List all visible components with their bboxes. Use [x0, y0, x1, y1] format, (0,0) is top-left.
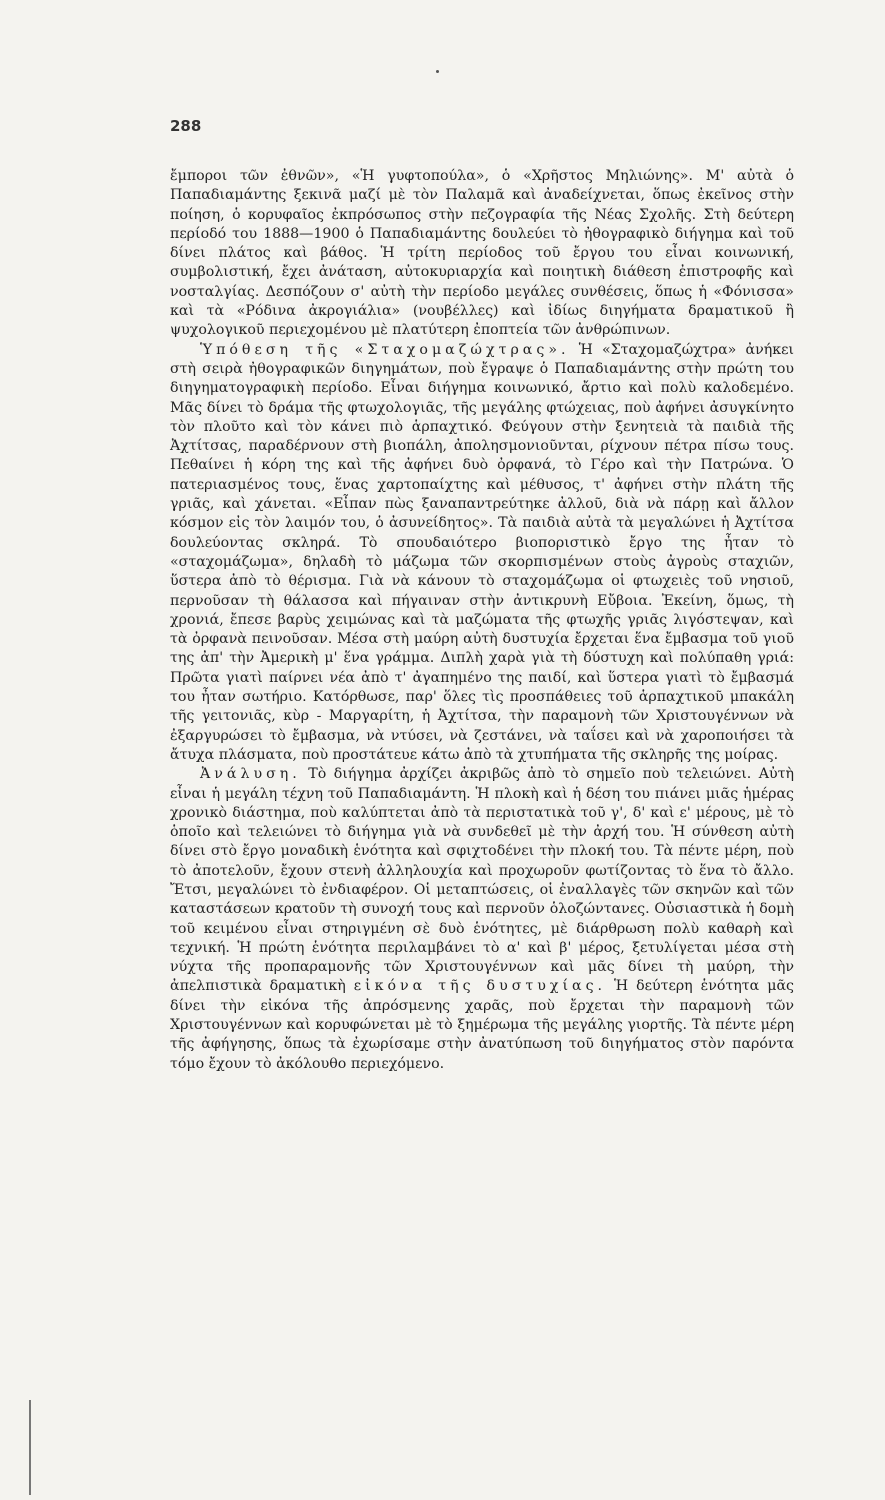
page-number: 288 [170, 117, 202, 135]
paragraph-3 [170, 765, 794, 1074]
spaced-heading-text: Ὑπόθεση τῆς «Σταχομαζώχτρας». [200, 341, 570, 358]
paragraph-text: Ἡ δεύτερη ἑνότητα μᾶς δίνει τὴν εἰκόνα τῆς ἀπρόσμενης χαρᾶς, ποὺ ἔρχεται τὴν παραμονὴ τῶν Χριστουγέννων καὶ κορυφώνεται μὲ τὸ ξημέρωμα τῆς μεγάλης γιορτῆς. Τὰ πέντε μέρη τῆς ἀφήγησης, ὅπως τὰ ἐχωρίσαμε στὴν ἀνατύπωση τοῦ διηγήματος στὸν παρόντα τόμο ἔχουν τὸ ἀκόλουθο περιεχόμενο. [170, 978, 794, 1072]
paragraph-2 [170, 341, 794, 766]
margin-line [29, 1400, 31, 1495]
paragraph-1 [170, 167, 794, 341]
paragraph-text: ἔμποροι τῶν ἐθνῶν», «Ἡ γυφτοπούλα», ὁ «Χρῆστος Μηλιώνης». Μ' αὐτὰ ὁ Παπαδιαμάντης ξεκινᾶ μαζί μὲ τὸν Παλαμᾶ καὶ ἀναδείχνεται, ὅπως ἐκεῖνος στὴν ποίηση, ὁ κορυφαῖος ἐκπρόσωπος στὴν πεζογραφία τῆς Νέας Σχολῆς. Στὴ δεύτερη περίοδό του 1888—1900 ὁ Παπαδιαμάντης δουλεύει τὸ ἠθογραφικὸ διήγημα καὶ τοῦ δίνει πλάτος καὶ βάθος. Ἡ τρίτη περίοδος τοῦ ἔργου του εἶναι κοινωνική, συμβολιστική, ἔχει ἀνάταση, αὐτοκυριαρχία καὶ ποιητικὴ διάθεση ἐπιστροφῆς καὶ νοσταλγίας. Δεσπόζουν σ' αὐτὴ τὴν περίοδο μεγάλες συνθέσεις, ὅπως ἡ «Φόνισσα» καὶ τὰ «Ρόδινα ἀκρογιάλια» (νουβέλλες) καὶ ἰδίως διηγήματα δραματικοῦ ἢ ψυχολογικοῦ περιεχομένου μὲ πλατύτερη ἐποπτεία τῶν ἀνθρώπινων. [170, 168, 794, 339]
body-text [170, 167, 794, 1074]
spaced-heading-text: εἰκόνα τῆς δυστυχίας. [353, 978, 607, 995]
scan-speck [436, 70, 439, 73]
paragraph-text: Ἡ «Σταχομαζώχτρα» ἀνήκει στὴ σειρὰ ἠθογραφικῶν διηγημάτων, ποὺ ἔγραψε ὁ Παπαδιαμάντης στὴν πρώτη του διηγηματογραφικὴ περίοδο. Εἶναι διήγημα κοινωνικό, ἄρτιο καὶ πολὺ καλοδεμένο. Μᾶς δίνει τὸ δράμα τῆς φτωχολογιᾶς, τῆς μεγάλης φτώχειας, ποὺ ἀφήνει ἀσυγκίνητο τὸν πλοῦτο καὶ τὸν κάνει πιὸ ἁρπαχτικό. Φεύγουν στὴν ξενητειὰ τὰ παιδιὰ τῆς Ἀχτίτσας, παραδέρνουν στὴ βιοπάλη, ἀπολησμονιοῦνται, ρίχνουν πέτρα πίσω τους. Πεθαίνει ἡ κόρη της καὶ τῆς ἀφήνει δυὸ ὀρφανά, τὸ Γέρο καὶ τὴν Πατρώνα. Ὁ πατεριασμένος τους, ἕνας χαρτοπαίχτης καὶ μέθυσος, τ' ἀφήνει στὴν πλάτη τῆς γριᾶς, καὶ χάνεται. «Εἶπαν πὼς ξαναπαντρεύτηκε ἀλλοῦ, διὰ νὰ πάρῃ καὶ ἄλλον κόσμον εἰς τὸν λαιμόν του, ὁ ἀσυνείδητος». Τὰ παιδιὰ αὐτὰ τὰ μεγαλώνει ἡ Ἀχτίτσα δουλεύοντας σκληρά. Τὸ σπουδαιότερο βιοποριστικὸ ἔργο της ἦταν τὸ «σταχομάζωμα», δηλαδὴ τὸ μάζωμα τῶν σκορπισμένων στοὺς ἀγροὺς σταχιῶν, ὕστερα ἀπὸ τὸ θέρισμα. Γιὰ νὰ κάνουν τὸ σταχομάζωμα οἱ φτωχειὲς τοῦ νησιοῦ, περνοῦσαν τὴ θάλασσα καὶ πήγαιναν στὴν ἀντικρυνὴ Εὔβοια. Ἐκείνη, ὅμως, τὴ χρονιά, ἔπεσε βαρὺς χειμώνας καὶ τὰ μαζώματα τῆς φτωχῆς γριᾶς λιγόστεψαν, καὶ τὰ ὀρφανὰ πεινοῦσαν. Μέσα στὴ μαύρη αὐτὴ δυστυχία ἔρχεται ἕνα ἔμβασμα τοῦ γιοῦ της ἀπ' τὴν Ἀμερικὴ μ' ἕνα γράμμα. Διπλὴ χαρὰ γιὰ τὴ δύστυχη καὶ πολύπαθη γριά: Πρῶτα γιατὶ παίρνει νέα ἀπὸ τ' ἀγαπημένο της παιδί, καὶ ὕστερα γιατὶ τὸ ἔμβασμά του ἦταν σωτήριο. Κατόρθωσε, παρ' ὅλες τὶς προσπάθειες τοῦ ἁρπαχτικοῦ μπακάλη τῆς γειτονιᾶς, κὺρ - Μαργαρίτη, ἡ Ἀχτίτσα, τὴν παραμονὴ τῶν Χριστουγέννων νὰ ἐξαργυρώσει τὸ ἔμβασμα, νὰ ντύσει, νὰ ζεστάνει, νὰ ταΐσει καὶ νὰ χαροποιήσει τὰ ἄτυχα πλάσματα, ποὺ προστάτευε κάτω ἀπὸ τὰ χτυπήματα τῆς σκληρῆς της μοίρας. [170, 341, 794, 763]
spaced-heading-text: Ἀνάλυση. [200, 766, 301, 783]
paragraph-text: Τὸ διήγημα ἀρχίζει ἀκριβῶς ἀπὸ τὸ σημεῖο ποὺ τελειώνει. Αὐτὴ εἶναι ἡ μεγάλη τέχνη τοῦ Παπαδιαμάντη. Ἡ πλοκὴ καὶ ἡ δέση του πιάνει μιᾶς ἡμέρας χρονικὸ διάστημα, ποὺ καλύπτεται ἀπὸ τὰ περιστατικὰ τοῦ γ', δ' καὶ ε' μέρους, μὲ τὸ ὁποῖο καὶ τελειώνει τὸ διήγημα γιὰ νὰ συνδεθεῖ μὲ τὴν ἀρχή του. Ἡ σύνθεση αὐτὴ δίνει στὸ ἔργο μοναδικὴ ἑνότητα καὶ σφιχτοδένει τὴν πλοκή του. Τὰ πέντε μέρη, ποὺ τὸ ἀποτελοῦν, ἔχουν στενὴ ἀλληλουχία καὶ προχωροῦν φωτίζοντας τὸ ἕνα τὸ ἄλλο. Ἔτσι, μεγαλώνει τὸ ἐνδιαφέρον. Οἱ μεταπτώσεις, οἱ ἐναλλαγὲς τῶν σκηνῶν καὶ τῶν καταστάσεων κρατοῦν τὴ συνοχή τους καὶ περνοῦν ὁλοζώντανες. Οὐσιαστικὰ ἡ δομὴ τοῦ κειμένου εἶναι στηριγμένη σὲ δυὸ ἑνότητες, μὲ διάρθρωση πολὺ καθαρὴ καὶ τεχνική. Ἡ πρώτη ἑνότητα περιλαμβάνει τὸ α' καὶ β' μέρος, ξετυλίγεται μέσα στὴ νύχτα τῆς προπαραμονῆς τῶν Χριστουγέννων καὶ μᾶς δίνει τὴ μαύρη, τὴν ἀπελπιστικὰ δραματικὴ [170, 766, 794, 995]
